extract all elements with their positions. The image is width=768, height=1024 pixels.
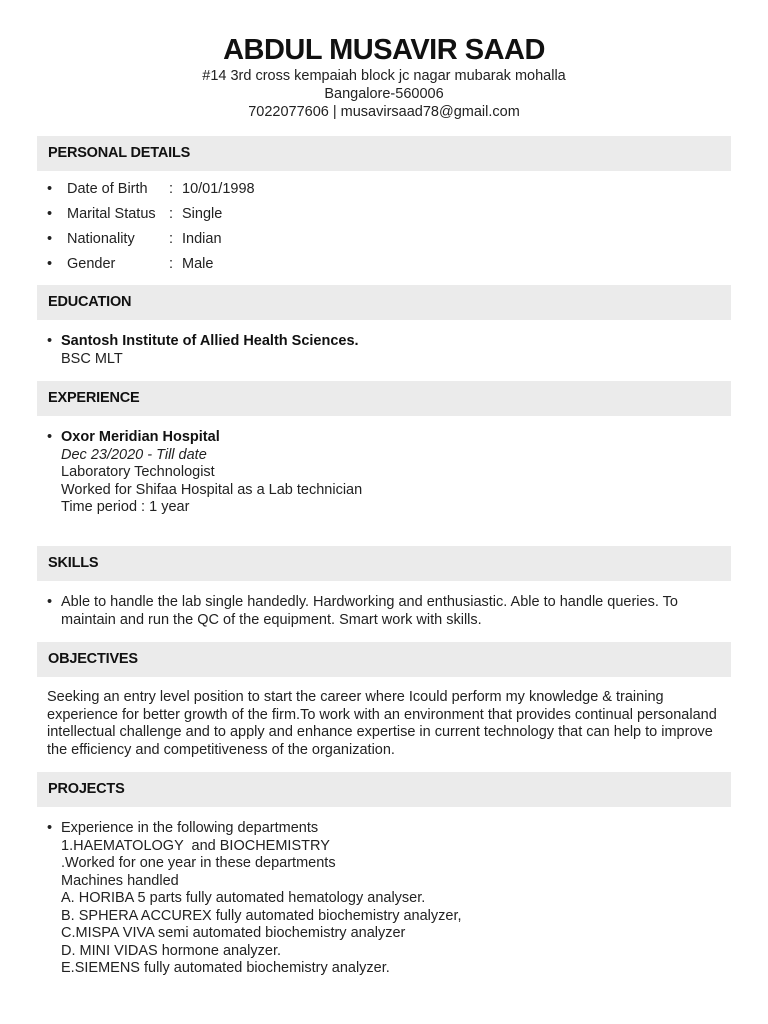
resume-header [0,0,768,121]
project-line: • Experience in the following departments [61,820,319,836]
field-separator: : [169,181,174,197]
field-value: Single [182,206,223,222]
section-header-experience [37,381,731,416]
list-item [47,206,727,231]
degree: BSC MLT [61,350,123,367]
project-line: 1.HAEMATOLOGY and BIOCHEMISTRY [61,837,330,854]
company-name: • Oxor Meridian Hospital [61,429,220,445]
list-item [47,181,727,206]
address-line-2: Bangalore-560006 [324,86,444,102]
project-line: C.MISPA VIVA semi automated biochemistry analyzer [61,925,406,941]
project-line: Machines handled [61,872,179,889]
project-line: B. SPHERA ACCUREX fully automated biochemistry analyzer, [61,907,462,924]
field-separator: : [169,206,174,222]
projects-list [47,820,727,978]
education-list [47,333,727,368]
experience-list [47,429,727,517]
section-header-education [37,285,731,320]
section-title: SKILLS [48,555,99,571]
skills-list [47,594,731,629]
project-line: E.SIEMENS fully automated biochemistry analyzer. [61,960,390,976]
personal-details-list [47,181,727,281]
section-header-skills [37,546,731,581]
address-line-1: #14 3rd cross kempaiah block jc nagar mubarak mohalla [202,68,566,84]
project-line: A. HORIBA 5 parts fully automated hematology analyser. [61,890,426,906]
skills-text: • Able to handle the lab single handedly. Hardworking and enthusiastic. Able to handle queries. To maintain and run the QC of the equipment. Smart work with skills. [61,594,678,628]
list-item [47,333,727,368]
section-title: OBJECTIVES [48,651,138,667]
field-separator: : [169,256,174,272]
field-separator: : [169,231,174,247]
section-header-objectives [37,642,731,677]
section-title: EXPERIENCE [48,390,140,406]
field-value: 10/01/1998 [182,181,255,197]
candidate-name: ABDUL MUSAVIR SAAD [223,34,545,66]
contact-line: 7022077606 | musavirsaad78@gmail.com [248,104,520,120]
project-line: D. MINI VIDAS hormone analyzer. [61,942,281,959]
field-label: • Date of Birth [67,181,148,197]
section-title: PERSONAL DETAILS [48,145,191,161]
time-period: Time period : 1 year [61,499,190,515]
project-line: .Worked for one year in these departments [61,855,336,871]
field-label: • Marital Status [67,206,156,222]
job-detail: Worked for Shifaa Hospital as a Lab technician [61,481,363,498]
list-item [47,429,727,517]
list-item [47,256,727,281]
section-title: PROJECTS [48,781,125,797]
objectives-text: Seeking an entry level position to start the career where Icould perform my knowledge & training experience for better growth of the firm.To work with an environment that provides continual personaland intellectual challenge and to apply and enhance expertise in current technology that can help to improve the efficiency and competitiveness of the organization. [47,689,717,758]
employment-dates: Dec 23/2020 - Till date [61,446,207,463]
section-title: EDUCATION [48,294,132,310]
list-item [47,594,731,629]
section-header-personal-details [37,136,731,171]
list-item [47,820,727,978]
field-value: Indian [182,231,222,247]
list-item [47,231,727,256]
field-label: • Nationality [67,231,135,247]
job-role: Laboratory Technologist [61,464,215,480]
institution-name: • Santosh Institute of Allied Health Sciences. [61,333,359,349]
section-header-projects [37,772,731,807]
field-label: • Gender [67,256,116,272]
field-value: Male [182,256,214,272]
